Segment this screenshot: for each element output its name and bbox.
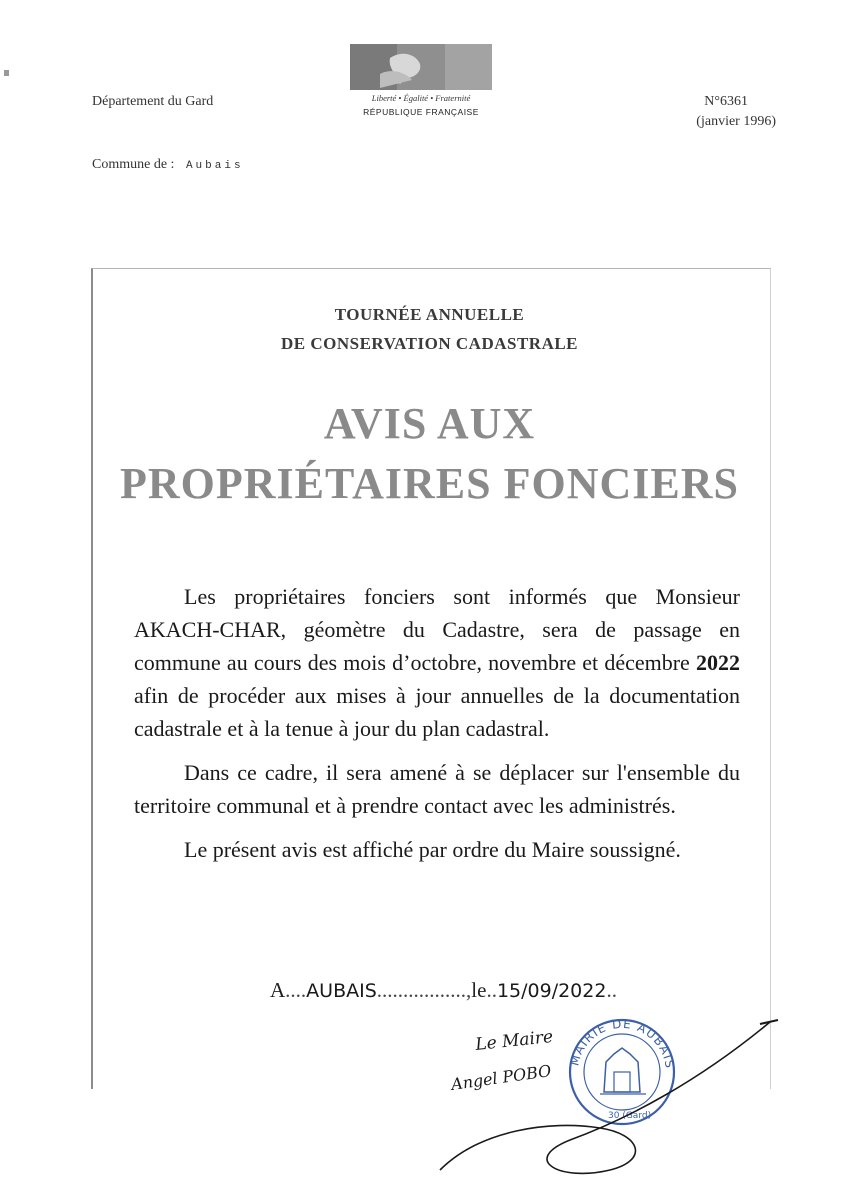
mayor-name: Angel POBO [449, 1061, 553, 1094]
notice-title-line1: AVIS AUX [323, 399, 536, 448]
notice-body [134, 580, 740, 866]
logo-motto: Liberté • Égalité • Fraternité [371, 93, 471, 103]
department-label: Département du Gard [92, 94, 214, 109]
commune-line [92, 157, 244, 173]
notice-paragraph-1 [134, 580, 740, 745]
notice-year: 2022 [696, 650, 740, 675]
scan-edge-mark [4, 70, 9, 76]
paragraph-1-start: Les propriétaires fonciers sont informés que Monsieur AKACH-CHAR, géomètre du Cadastre, sera de passage en commune au cours des mois d’octobre, novembre et décembre [134, 584, 740, 675]
mayor-label: Le Maire [474, 1026, 555, 1055]
date-prefix: le [471, 978, 487, 1002]
paragraph-1-end: afin de procéder aux mises à jour annuelles de la documentation cadastrale et à la tenue à jour du plan cadastral. [134, 683, 740, 741]
form-date: (janvier 1996) [696, 114, 776, 129]
signature-line: A....AUBAIS.................,le..15/09/2022.. [270, 978, 617, 1002]
signature-date: 15/09/2022 [496, 980, 607, 1002]
mayor-signature-and-stamp [400, 1010, 820, 1190]
stamp-text: MAIRIE DE AUBAIS [567, 1016, 678, 1070]
republique-francaise-logo [346, 44, 496, 126]
notice-heading-line1: TOURNÉE ANNUELLE [334, 305, 525, 324]
mairie-stamp-icon [567, 1017, 677, 1124]
commune-name: Aubais [185, 160, 244, 172]
place-prefix: A [270, 978, 286, 1002]
notice-heading-line2: DE CONSERVATION CADASTRALE [280, 334, 579, 353]
logo-republic-label: RÉPUBLIQUE FRANÇAISE [363, 107, 479, 117]
notice-title-line2: PROPRIÉTAIRES FONCIERS [120, 459, 739, 508]
svg-text:MAIRIE DE AUBAIS [567, 1017, 677, 1070]
notice-paragraph-2: Dans ce cadre, il sera amené à se déplacer sur l'ensemble du territoire communal et à prendre contact avec les administrés. [134, 760, 740, 818]
notice-paragraph-3: Le présent avis est affiché par ordre du Maire soussigné. [184, 837, 681, 862]
marianne-logo-icon [350, 44, 492, 90]
signature-place: AUBAIS [306, 980, 377, 1002]
form-number: N°6361 [704, 94, 748, 109]
commune-label: Commune de : [92, 157, 175, 172]
stamp-subtext: 30 (Gard) [608, 1111, 652, 1121]
